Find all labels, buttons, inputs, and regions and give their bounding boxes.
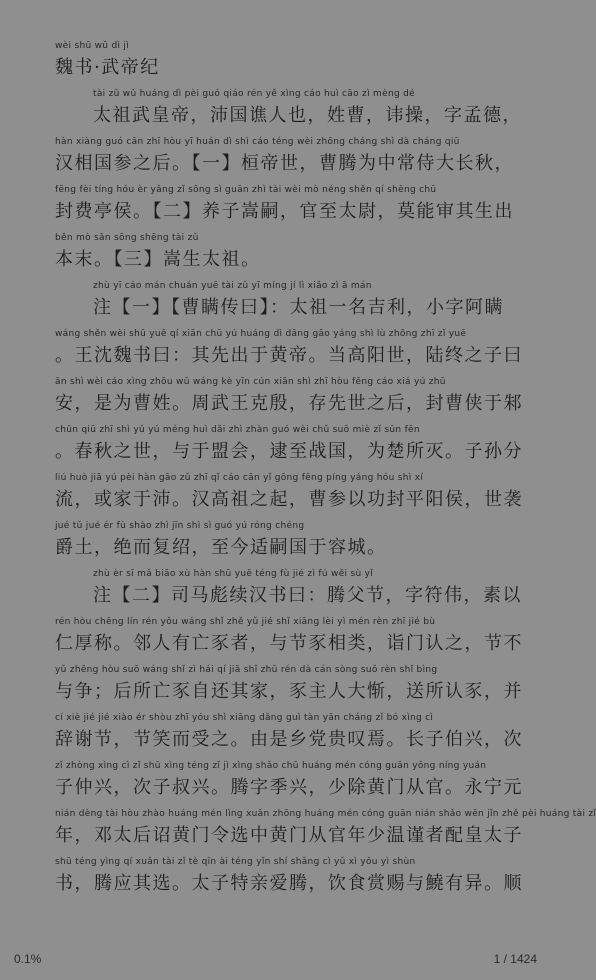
line-text: 书，腾应其选。太子特亲爱腾，饮食赏赐与鱙有异。顺	[55, 873, 523, 894]
chapter-title-line	[55, 40, 497, 88]
pinyin-annotation: wèi shū wǔ dì jì	[55, 41, 130, 51]
text-line	[55, 520, 497, 568]
pinyin-annotation: liú huò jiā yú pèi hàn gāo zǔ zhī qǐ cáo cān yǐ gōng fēng píng yáng hóu shì xí	[55, 473, 424, 483]
text-line	[55, 184, 514, 232]
pinyin-annotation: shū téng yìng qí xuǎn tài zǐ tè qīn ài téng yǐn shí shǎng cì yǔ xì yǒu yì shùn	[55, 857, 416, 867]
text-line	[55, 424, 523, 472]
pinyin-annotation: zhù yī cáo mán chuán yuē tài zǔ yī míng jí lì xiǎo zì ā mán	[93, 281, 372, 291]
pinyin-annotation: wáng shěn wèi shū yuē qí xiān chū yú huáng dì dāng gāo yáng shì lù zhōng zhī zǐ yuē	[55, 329, 467, 339]
line-text: 本末。【三】嵩生太祖。	[55, 249, 261, 270]
text-line	[55, 568, 522, 616]
line-text: 辞谢节，节笑而受之。由是乡党贵叹焉。长子伯兴，次	[55, 729, 523, 750]
text-line	[55, 664, 523, 712]
text-line	[55, 88, 522, 136]
pinyin-annotation: zǐ zhòng xìng cì zǐ shū xìng téng zǐ jì xìng shǎo chū huáng mén cóng guān yǒng níng yuán	[55, 761, 487, 771]
page-indicator: 1 / 1424	[493, 952, 537, 966]
line-text: 年，邓太后诏黄门令选中黄门从官年少温谨者配皇太子	[55, 825, 523, 846]
pinyin-annotation: běn mò sān sōng shēng tài zǔ	[55, 233, 199, 243]
pinyin-annotation: tài zǔ wǔ huáng dì pèi guó qiáo rén yě xìng cáo huì cāo zì mèng dé	[93, 89, 415, 99]
pinyin-annotation: cí xiè jié jié xiào ér shòu zhī yóu shì xiāng dǎng guì tàn yān cháng zǐ bó xìng cì	[55, 713, 434, 723]
line-text: 与争；后所亡豕自还其家，豕主人大惭，送所认豕，并	[55, 681, 523, 702]
text-line	[55, 376, 523, 424]
pinyin-annotation: ān shì wèi cáo xìng zhōu wǔ wáng kè yīn cún xiān shì zhī hòu fēng cáo xiá yú zhū	[55, 377, 446, 387]
line-text: 爵土，绝而复绍，至今适嗣国于容城。	[55, 537, 387, 558]
pinyin-annotation: zhù èr sī mǎ biāo xù hàn shū yuē téng fù jié zì fú wěi sù yǐ	[93, 569, 374, 579]
pinyin-annotation: jué tǔ jué ér fù shào zhì jīn shì sì guó yú róng chéng	[55, 521, 305, 531]
pinyin-annotation: fēng fèi tíng hóu èr yǎng zǐ sōng sì guān zhì tài wèi mò néng shěn qí shēng chū	[55, 185, 437, 195]
text-line	[55, 616, 523, 664]
line-text: 。王沈魏书曰：其先出于黄帝。当高阳世，陆终之子曰	[55, 345, 523, 366]
pinyin-annotation: nián dèng tài hòu zhào huáng mén lìng xuǎn zhōng huáng mén cóng guān nián shǎo wēn jǐn zhě pèi huáng tài zǐ	[55, 809, 596, 819]
line-text: 子仲兴，次子叔兴。腾字季兴，少除黄门从官。永宁元	[55, 777, 523, 798]
text-line	[55, 280, 504, 328]
text-line	[55, 856, 523, 904]
text-line	[55, 712, 523, 760]
text-line	[55, 760, 523, 808]
text-line	[55, 136, 514, 184]
line-text: 流，或家于沛。汉高祖之起，曹参以功封平阳侯，世袭	[55, 489, 523, 510]
line-text: 封费亭侯。【二】养子嵩嗣，官至太尉，莫能审其生出	[55, 201, 514, 222]
pinyin-annotation: yǔ zhēng hòu suǒ wáng shǐ zì hái qí jiā shǐ zhǔ rén dà cán sòng suǒ rèn shǐ bìng	[55, 665, 438, 675]
text-line	[55, 808, 596, 856]
pinyin-annotation: chūn qiū zhī shì yǔ yú méng huì dǎi zhì zhàn guó wèi chǔ suǒ miè zǐ sūn fēn	[55, 425, 420, 435]
line-text: 仁厚称。邻人有亡豕者，与节豕相类，诣门认之，节不	[55, 633, 523, 654]
reading-progress: 0.1%	[14, 952, 42, 966]
pinyin-annotation: rén hòu chēng lín rén yǒu wáng shǐ zhě yǔ jié shǐ xiāng lèi yì mén rèn zhī jié bù	[55, 617, 436, 627]
text-body	[55, 40, 596, 904]
line-text: 注【二】司马彪续汉书曰：腾父节，字符伟，素以	[93, 585, 522, 606]
line-text: 汉相国参之后。【一】桓帝世，曹腾为中常侍大长秋，	[55, 153, 514, 174]
line-text: 太祖武皇帝，沛国谯人也，姓曹，讳操，字孟德，	[93, 105, 522, 126]
text-line	[55, 472, 523, 520]
line-text: 注【一】【曹瞒传曰】：太祖一名吉利，小字阿瞒	[93, 297, 504, 318]
text-line	[55, 232, 497, 280]
line-text: 。春秋之世，与于盟会，逮至战国，为楚所灭。子孙分	[55, 441, 523, 462]
text-line	[55, 328, 523, 376]
line-text: 安，是为曹姓。周武王克殷，存先世之后，封曹侠于邾	[55, 393, 523, 414]
pinyin-annotation: hàn xiàng guó cān zhī hòu yī huán dì shì cáo téng wèi zhōng cháng shì dà cháng qiū	[55, 137, 460, 147]
chapter-title: 魏书·武帝纪	[55, 57, 160, 78]
